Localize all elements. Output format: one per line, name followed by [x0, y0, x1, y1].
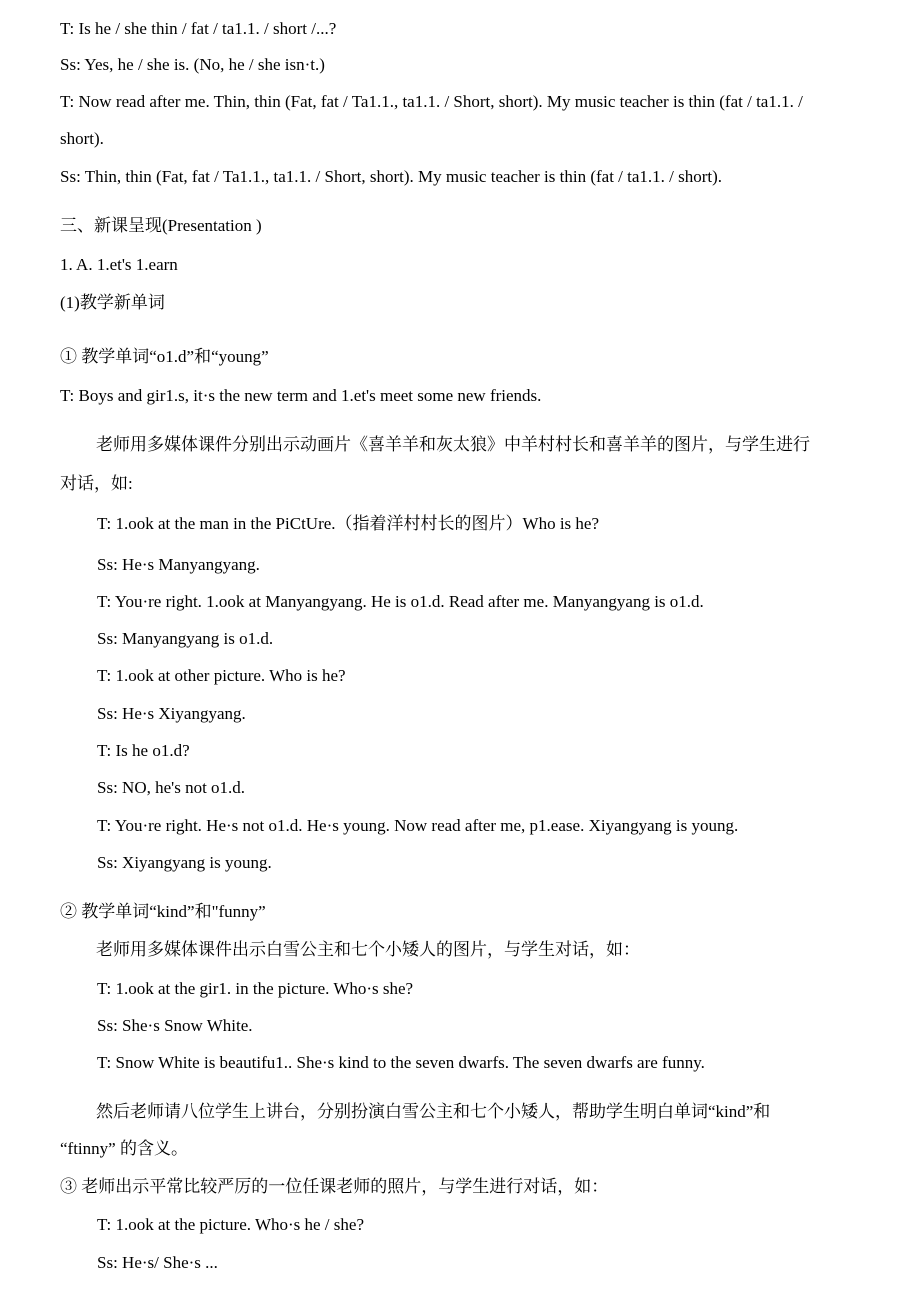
- dialogue-line: Ss: Xiyangyang is young.: [97, 853, 272, 872]
- step-heading: ② 教学单词“kind”和"funny”: [60, 902, 266, 921]
- subsection-heading: (1)教学新单词: [60, 293, 165, 312]
- dialogue-line: T: 1.ook at the man in the PiCtUre.（指着洋村村长的图片）Who is he?: [97, 514, 600, 533]
- dialogue-line: T: You·re right. He·s not o1.d. He·s young. Now read after me, p1.ease. Xiyangyang is young.: [97, 816, 739, 835]
- dialogue-line: T: Is he / she thin / fat / ta1.1. / short /...?: [60, 19, 337, 38]
- dialogue-line: T: 1.ook at the picture. Who·s he / she?: [97, 1215, 364, 1234]
- paragraph-line: 然后老师请八位学生上讲台，分别扮演白雪公主和七个小矮人，帮助学生明白单词“kind”和: [96, 1102, 771, 1121]
- dialogue-line: Ss: Manyangyang is o1.d.: [97, 629, 274, 648]
- step-heading: ③ 老师出示平常比较严厉的一位任课老师的照片，与学生进行对话，如：: [60, 1177, 609, 1196]
- dialogue-line: T: You·re right. 1.ook at Manyangyang. He is o1.d. Read after me. Manyangyang is o1.d.: [97, 592, 704, 611]
- dialogue-line: T: Boys and gir1.s, it·s the new term and 1.et's meet some new friends.: [60, 386, 542, 405]
- dialogue-line: Ss: He·s Manyangyang.: [97, 555, 260, 574]
- dialogue-line: Ss: She·s Snow White.: [97, 1016, 253, 1035]
- paragraph-line: “ftinny” 的含义。: [60, 1139, 188, 1158]
- dialogue-line: Ss: Thin, thin (Fat, fat / Ta1.1., ta1.1. / Short, short). My music teacher is thin (fat / ta1.1. / short).: [60, 167, 723, 186]
- dialogue-line: T: Is he o1.d?: [97, 741, 190, 760]
- dialogue-line: T: Snow White is beautifu1.. She·s kind to the seven dwarfs. The seven dwarfs are funny.: [97, 1053, 705, 1072]
- section-heading: 三、新课呈现(Presentation ): [60, 216, 262, 235]
- dialogue-line: T: 1.ook at other picture. Who is he?: [97, 666, 346, 685]
- dialogue-line: Ss: He·s/ She·s ...: [97, 1253, 218, 1272]
- paragraph-line: 对话，如:: [60, 474, 133, 493]
- dialogue-line: Ss: NO, he's not o1.d.: [97, 778, 246, 797]
- step-heading: ① 教学单词“o1.d”和“young”: [60, 347, 269, 366]
- dialogue-line: Ss: He·s Xiyangyang.: [97, 704, 246, 723]
- paragraph-line: 老师用多媒体课件出示白雪公主和七个小矮人的图片，与学生对话，如：: [96, 940, 640, 959]
- dialogue-line: short).: [60, 129, 104, 148]
- paragraph-line: 老师用多媒体课件分别出示动画片《喜羊羊和灰太狼》中羊村村长和喜羊羊的图片，与学生进行: [96, 435, 810, 454]
- dialogue-line: T: Now read after me. Thin, thin (Fat, fat / Ta1.1., ta1.1. / Short, short). My music teacher is thin (fat / ta1.1. /: [60, 92, 803, 111]
- dialogue-line: T: 1.ook at the gir1. in the picture. Who·s she?: [97, 979, 414, 998]
- dialogue-line: Ss: Yes, he / she is. (No, he / she isn·t.): [60, 55, 325, 74]
- subsection-heading: 1. A. 1.et's 1.earn: [60, 255, 178, 274]
